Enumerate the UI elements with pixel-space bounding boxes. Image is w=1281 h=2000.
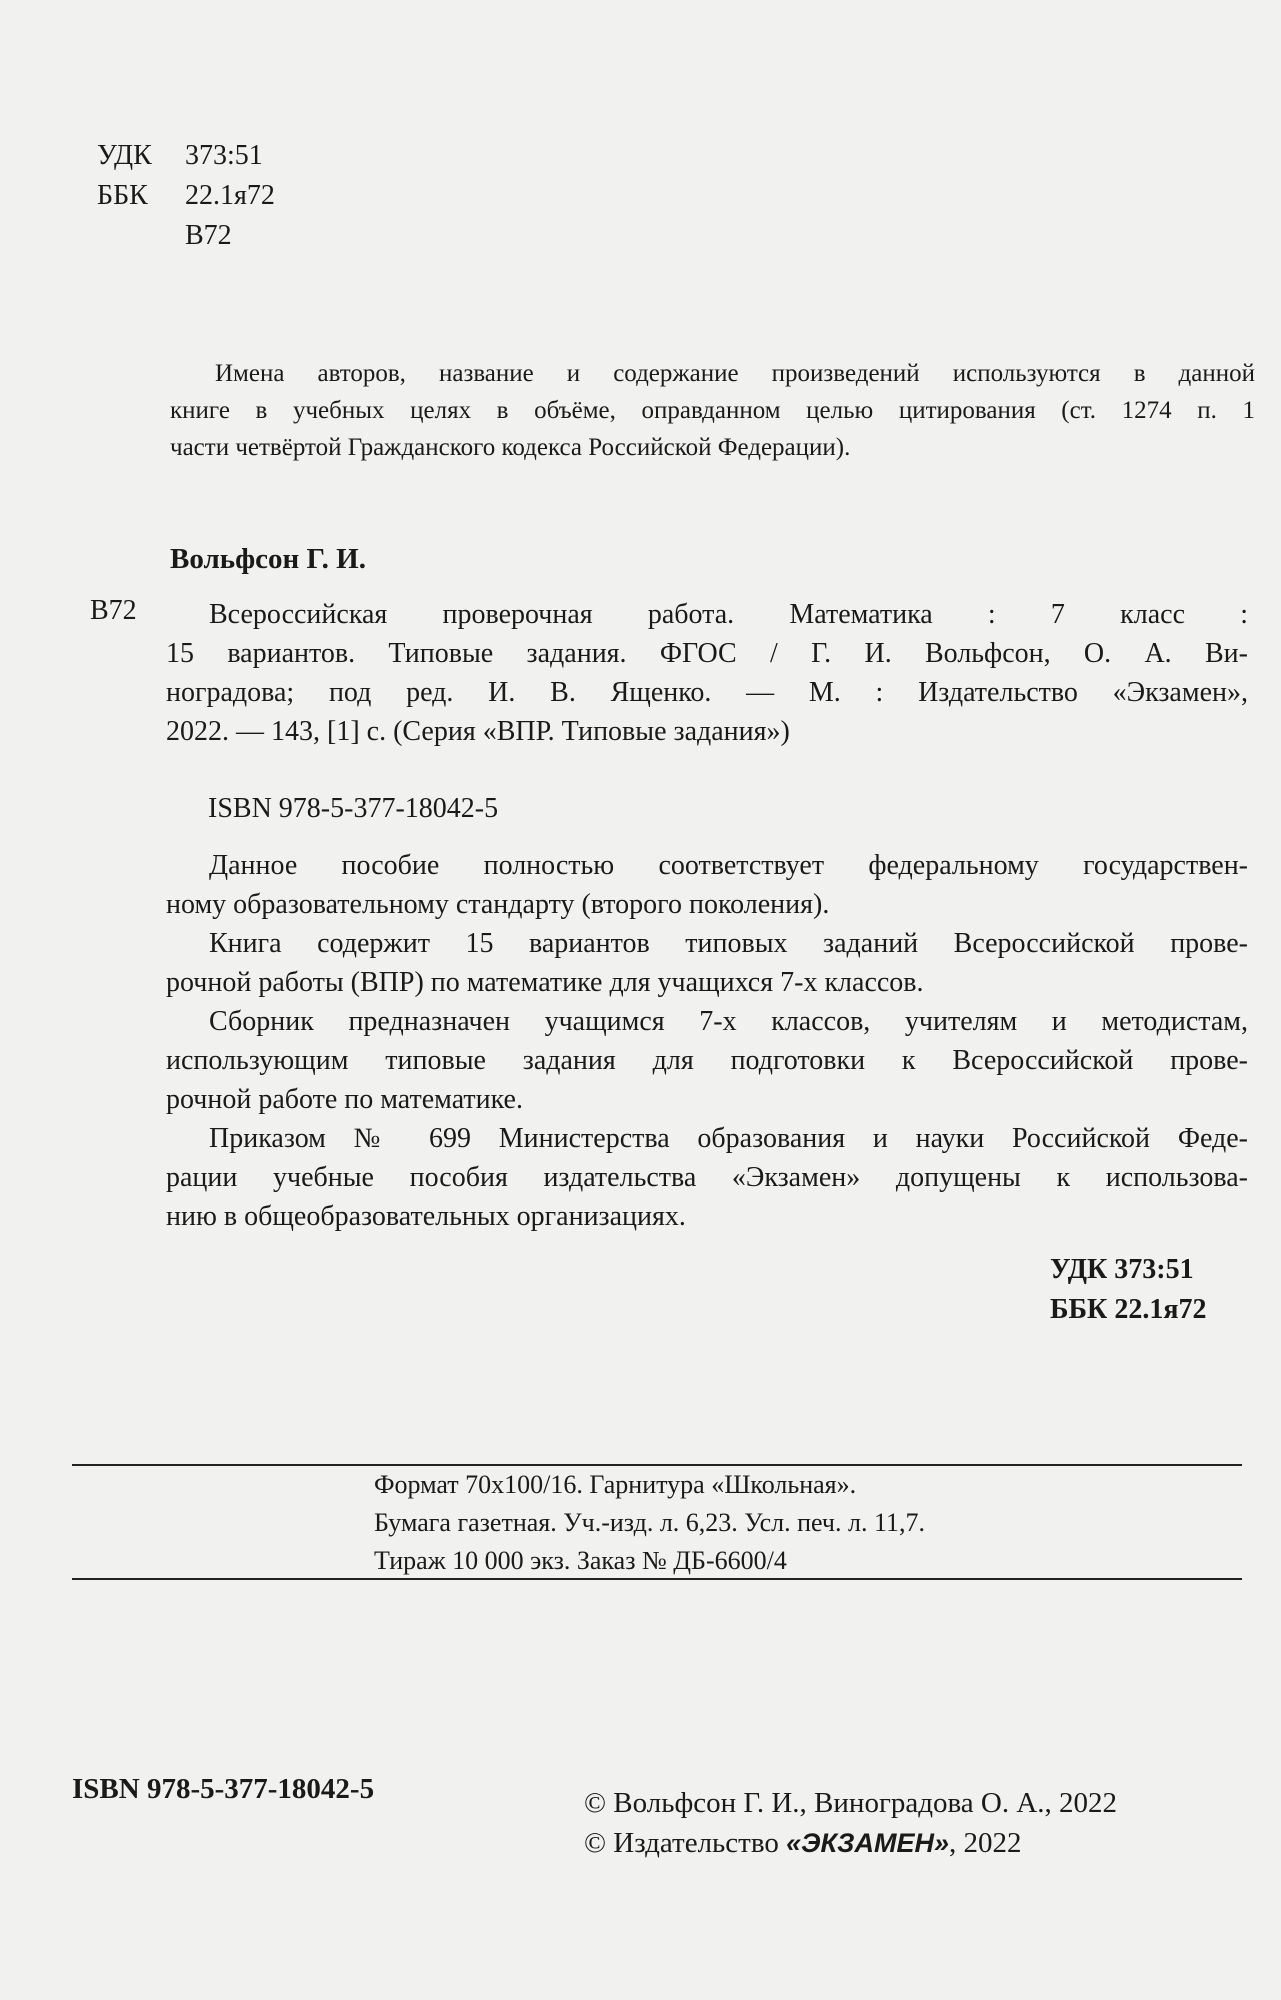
abstract-line: нию в общеобразовательных организациях.: [166, 1201, 686, 1232]
description-line: ноградова; под ред. И. В. Ященко. — М. : Издательство «Экзамен»,: [166, 677, 1248, 708]
record-isbn: ISBN 978-5-377-18042-5: [208, 793, 499, 824]
record-author-mark: В72: [90, 595, 137, 626]
publisher-name: «ЭКЗАМЕН»: [786, 1828, 949, 1858]
udk-value: 373:51: [185, 140, 263, 171]
bbk-value: 22.1я72: [185, 180, 275, 211]
udk-label: УДК: [97, 140, 152, 171]
abstract-line: Приказом № 699 Министерства образования и науки Российской Феде-: [209, 1123, 1248, 1154]
printing-line: Бумага газетная. Уч.-изд. л. 6,23. Усл. печ. л. 11,7.: [374, 1508, 926, 1537]
abstract-line: Сборник предназначен учащимся 7-х классов, учителям и методистам,: [209, 1006, 1248, 1037]
description-line: Всероссийская проверочная работа. Математика : 7 класс :: [209, 599, 1248, 630]
bottom-isbn: ISBN 978-5-377-18042-5: [72, 1773, 375, 1805]
abstract-line: Данное пособие полностью соответствует федеральному государствен-: [209, 850, 1248, 881]
bibliographic-description: [166, 595, 1248, 751]
notice-line: книге в учебных целях в объёме, оправданном целью цитирования (ст. 1274 п. 1: [170, 397, 1255, 424]
description-line: 2022. — 143, [1] с. (Серия «ВПР. Типовые задания»): [166, 716, 790, 747]
abstract-line: рации учебные пособия издательства «Экзамен» допущены к использова-: [166, 1162, 1248, 1193]
copyright-authors: © Вольфсон Г. И., Виноградова О. А., 2022: [584, 1787, 1118, 1819]
divider-bottom: [72, 1578, 1242, 1580]
divider-top: [72, 1464, 1242, 1466]
author-mark: В72: [185, 220, 232, 251]
author-heading: Вольфсон Г. И.: [170, 543, 366, 575]
printing-line: Формат 70x100/16. Гарнитура «Школьная».: [374, 1470, 857, 1499]
abstract-line: ному образовательному стандарту (второго поколения).: [166, 889, 830, 920]
copyright-notice: [170, 355, 1255, 466]
abstract-line: рочной работе по математике.: [166, 1084, 523, 1115]
abstract-line: Книга содержит 15 вариантов типовых заданий Всероссийской прове-: [209, 928, 1248, 959]
notice-line: части четвёртой Гражданского кодекса Российской Федерации).: [170, 434, 851, 461]
copyright-publisher: [584, 1825, 1021, 1861]
footer-udk: УДК 373:51: [1050, 1254, 1194, 1285]
footer-bbk: ББК 22.1я72: [1050, 1294, 1207, 1325]
abstract: [166, 846, 1248, 1236]
bbk-label: ББК: [97, 180, 148, 211]
copyright-publisher-suffix: , 2022: [948, 1827, 1022, 1859]
description-line: 15 вариантов. Типовые задания. ФГОС / Г. И. Вольфсон, О. А. Ви-: [166, 638, 1248, 669]
copyright-publisher-prefix: © Издательство: [584, 1827, 787, 1859]
notice-line: Имена авторов, название и содержание произведений используются в данной: [215, 360, 1255, 387]
printing-line: Тираж 10 000 экз. Заказ № ДБ-6600/4: [374, 1546, 787, 1575]
abstract-line: рочной работы (ВПР) по математике для учащихся 7-х классов.: [166, 967, 924, 998]
abstract-line: использующим типовые задания для подготовки к Всероссийской прове-: [166, 1045, 1248, 1076]
